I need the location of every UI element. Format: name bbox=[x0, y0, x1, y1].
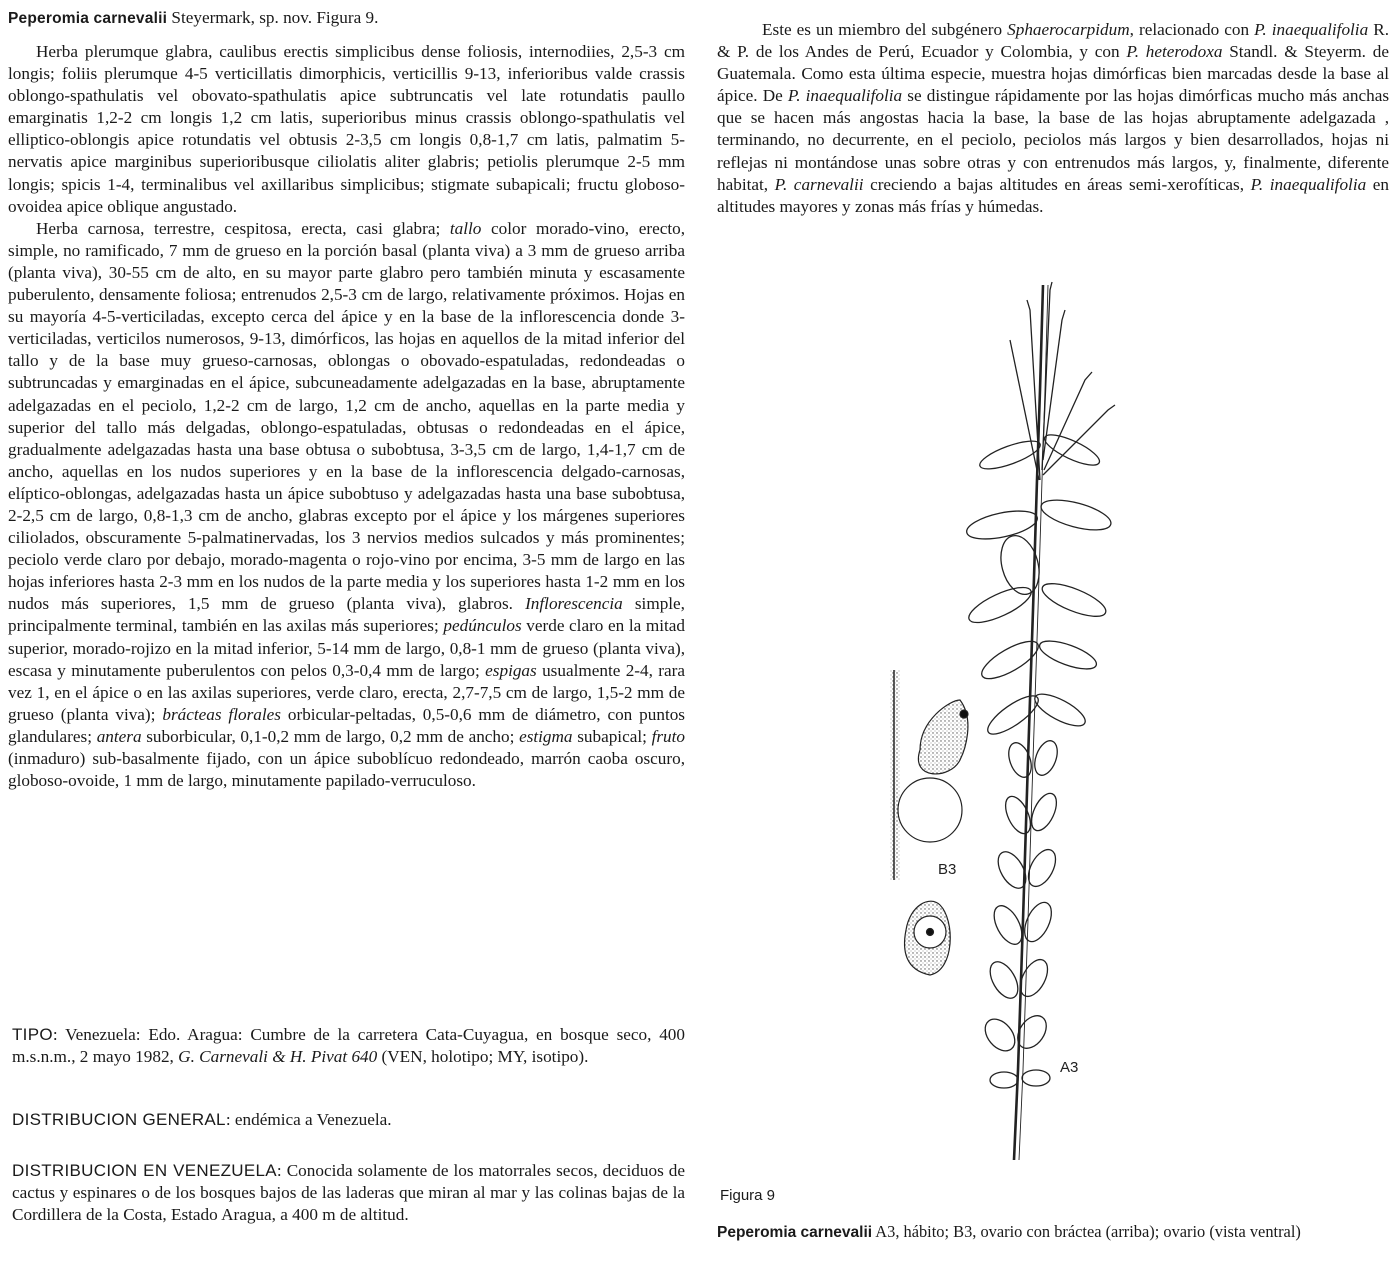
disc-text: Este es un miembro del subgénero bbox=[762, 20, 1008, 39]
tipo-label: TIPO bbox=[12, 1025, 53, 1044]
species-ref: P. heterodoxa bbox=[1126, 42, 1223, 62]
desc-text: suborbicular, 0,1-0,2 mm de largo, 0,2 mm de ancho; bbox=[141, 726, 520, 746]
distribucion-venezuela-label: DISTRIBUCION EN VENEZUELA bbox=[12, 1161, 277, 1180]
heading-species-name: Peperomia carnevalii bbox=[8, 10, 168, 27]
caption-text: A3, hábito; B3, ovario con bráctea (arriba); ovario (vista ventral) bbox=[872, 1222, 1301, 1241]
species-ref: P. inaequalifolia bbox=[787, 86, 903, 106]
distribucion-general-paragraph bbox=[12, 1109, 685, 1131]
figure-caption bbox=[717, 1222, 1397, 1242]
desc-text: orbicular-peltadas, 0,5-0,6 mm de diámetro, con puntos glandulares; bbox=[8, 704, 685, 746]
species-ref: P. inaequalifolia bbox=[1254, 20, 1369, 39]
tipo-section bbox=[12, 1024, 685, 1068]
tipo-collectors: G. Carnevali & H. Pivat 640 bbox=[178, 1047, 378, 1067]
distribucion-venezuela-section bbox=[12, 1160, 685, 1226]
left-column bbox=[8, 41, 685, 792]
discussion-paragraph bbox=[717, 19, 1389, 218]
desc-text: Herba carnosa, terrestre, cespitosa, erecta, casi glabra; bbox=[36, 218, 450, 238]
heading-rest: Steyermark, sp. nov. Figura 9. bbox=[167, 8, 379, 27]
disc-text: se distingue rápidamente por las hojas dimórficas mucho más anchas que se hacen más angostas hacia la base, la base de las hojas abruptamente adelgazada , terminando, no decurrente, en el peciolo, peciolos más largos y bien desarrollados, hojas ni reflejas ni montándose unas sobre otras y con entrenudos más largos, y, finalmente, diferente habitat, bbox=[717, 86, 1390, 194]
term-bracteas: brácteas florales bbox=[162, 704, 281, 724]
desc-text: (inmaduro) sub-basalmente fijado, con un ápice suboblícuo redondeado, marrón caoba oscuro, globoso-ovoide, 1 mm de largo, minutamente papilado-verruculoso. bbox=[8, 749, 685, 791]
tipo-text: : Venezuela: Edo. Aragua: Cumbre de la carretera Cata-Cuyagua, en bosque seco, 400 m.s.n.m., 2 mayo 1982, bbox=[12, 1025, 685, 1067]
term-fruto: fruto bbox=[651, 726, 686, 746]
distribucion-general-text: : endémica a Venezuela. bbox=[225, 1110, 392, 1129]
disc-text: Standl. & Steyerm. de Guatemala. Como esta última especie, muestra hojas dimórficas bien marcadas desde la base al ápice. De bbox=[717, 42, 1389, 106]
term-pedunculos: pedúnculos bbox=[443, 616, 522, 636]
desc-text: color morado-vino, erecto, simple, no ramificado, 7 mm de grueso en la porción basal (planta viva) a 3 mm de grueso arriba (planta viva), 30-55 cm de alto, en su mayor parte glabro pero también minuta y escasamente puberulento, densamente foliosa; entrenudos 2,5-3 cm de largo, relativamente próximos. Hojas en su mayoría 4-5-verticiladas, excepto cerca del ápice y en la base de la inflorescencia donde 3-verticiladas, verticilos numerosos, 9-13, dimórficos, las hojas en aquellos de la mitad inferior del tallo y de la base muy grueso-carnosas, oblongas o obovado-espatuladas, redondeadas o subtruncadas y emarginadas en el ápice, subcuneadamente adelgazadas en la base, abruptamente adelgazadas en el peciolo, 1,2-2 cm de largo, 1,2 cm de ancho, aquellas en la parte media y superior del tallo más delgadas, oblongo-espatuladas, obtusas o redondeadas en el ápice, gradualmente adelgazadas hasta una base obtusa o subobtusa, 3-3,5 cm de largo, 1,4-1,7 cm de ancho, aquellas en los nudos superiores y en la base de la inflorescencia delgado-carnosas, elíptico-oblongas, adelgazadas hasta un ápice subobtuso y adelgazadas hasta una base subobtusa, 2-2,5 cm de largo, 0,8-1,3 cm de ancho, glabras excepto por el ápice y los márgenes superiores ciliolados, obscuramente 5-palmatinervadas, los 3 nervios medios sulcados y más prominentes; peciolo verde claro por debajo, morado-magenta o rojo-vino por encima, 3-5 mm de largo en las hojas inferiores hasta 2-3 mm en los nudos de la parte media y los superiores hasta 1-2 mm en los nudos más superiores, 1,5 mm de grueso (planta viva), glabros. bbox=[8, 218, 685, 614]
distribucion-venezuela-paragraph bbox=[12, 1160, 685, 1226]
term-espigas: espigas bbox=[485, 660, 537, 680]
figure-9-illustration bbox=[880, 280, 1120, 1180]
species-ref: P. carnevalii bbox=[774, 174, 864, 194]
species-ref: P. inaequalifolia bbox=[1250, 174, 1367, 194]
species-heading bbox=[8, 7, 698, 30]
caption-species: Peperomia carnevalii bbox=[717, 1224, 873, 1241]
disc-text: en altitudes mayores y zonas más frías y húmedas. bbox=[717, 174, 1389, 216]
habit-drawing bbox=[964, 282, 1115, 1160]
tipo-text-end: (VEN, holotipo; MY, isotipo). bbox=[377, 1047, 589, 1067]
distribucion-general-section bbox=[12, 1109, 685, 1131]
ovary-detail-drawing bbox=[890, 670, 968, 975]
spanish-description bbox=[8, 218, 685, 792]
distribucion-venezuela-text: : Conocida solamente de los matorrales secos, deciduos de cactus y espinares o de los bosques bajos de las laderas que miran al mar y las colinas bajas de la Cordillera de la Costa, Estado Aragua, a 400 m de altitud. bbox=[12, 1161, 685, 1225]
disc-text: creciendo a bajas altitudes en áreas semi-xerofíticas, bbox=[863, 174, 1251, 194]
latin-description: Herba plerumque glabra, caulibus erectis simplicibus dense foliosis, internodiies, 2,5-3 cm longis; foliis plerumque 4-5 verticillatis dimorphicis, verticillis 9-13, inferioribus valde crassis oblongo-spathulatis vel obovato-spathulatis apice subtruncatis vel late rotundatis paullo emarginatis 1,2-2 cm longis 1,2 cm latis, superioribus minus crassis oblongo-spathulatis vel elliptico-oblongis apice rotundatis vel obtusis 2-3,5 cm longis 0,8-1,7 cm latis, palmatim 5-nervatis apice marginibus superioribusque ciliolatis aliter glabris; petiolis plerumque 2-5 mm longis; spicis 1-4, terminalibus vel axillaribus simplicibus; stigmate subapicali; fructu globoso-ovoidea apice oblique angustado. bbox=[8, 42, 685, 216]
tipo-paragraph bbox=[12, 1024, 685, 1068]
term-antera: antera bbox=[96, 726, 142, 746]
disc-text: , relacionado con bbox=[1129, 20, 1255, 39]
desc-text: usualmente 2-4, rara vez 1, en el ápice o en las axilas superiores, verde claro, erecta, 2,7-7,5 cm de largo, 1,5-2 mm de grueso (planta viva); bbox=[8, 660, 685, 724]
term-estigma: estigma bbox=[519, 726, 573, 746]
desc-text: verde claro en la mitad superior, morado-rojizo en la mitad inferior, 5-14 mm de largo, 0,8-1 mm de grueso (planta viva), escasa y minutamente puberulentos con pelos 0,3-0,4 mm de largo; bbox=[8, 616, 685, 680]
term-inflorescencia: Inflorescencia bbox=[525, 594, 623, 614]
right-column bbox=[717, 19, 1389, 218]
term-tallo: tallo bbox=[449, 218, 482, 238]
distribucion-general-label: DISTRIBUCION GENERAL bbox=[12, 1110, 226, 1129]
subgenus-name: Sphaerocarpidum bbox=[1007, 20, 1130, 39]
label-a3: A3 bbox=[1060, 1059, 1079, 1076]
figure-label: Figura 9 bbox=[720, 1187, 776, 1204]
desc-text: simple, principalmente terminal, también en las axilas más superiores; bbox=[8, 594, 685, 636]
label-b3: B3 bbox=[938, 861, 957, 878]
disc-text: R. & P. de los Andes de Perú, Ecuador y Colombia, y con bbox=[717, 20, 1390, 62]
desc-text: subapical; bbox=[572, 726, 652, 746]
